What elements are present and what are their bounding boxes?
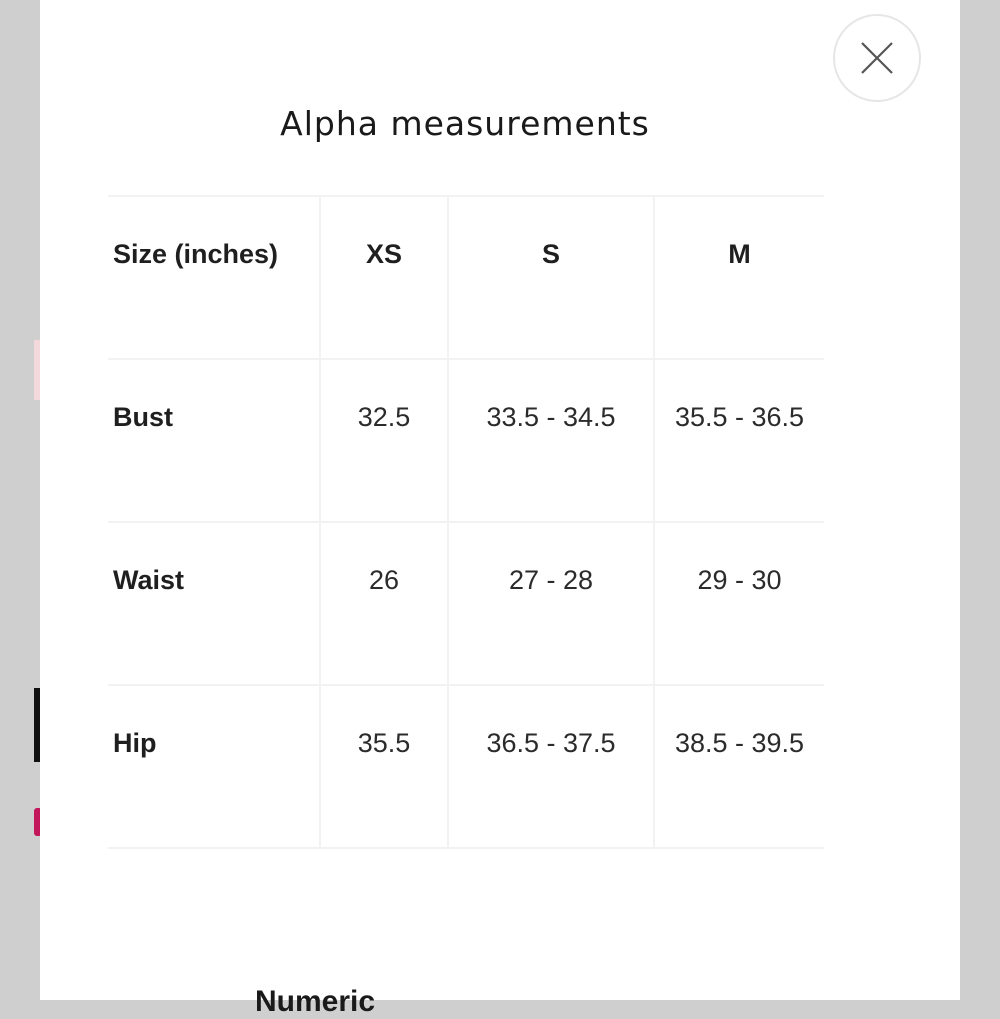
close-icon [860,41,894,75]
close-button[interactable] [833,14,921,102]
size-table [108,195,824,849]
row-label: Waist [108,522,320,685]
size-guide-modal [40,0,960,1018]
table-header-cell: XS [320,196,448,359]
table-header-row [108,196,824,359]
table-header-cell: S [448,196,654,359]
table-cell: 33.5 - 34.5 [448,359,654,522]
modal-title: Alpha measurements [280,104,650,143]
row-label: Bust [108,359,320,522]
table-cell: 32.5 [320,359,448,522]
table-cell: 35.5 [320,685,448,848]
table-header-cell: Size (inches) [108,196,320,359]
table-row [108,359,824,522]
row-label: Hip [108,685,320,848]
table-row [108,685,824,848]
next-section-heading: Numeric [255,985,376,1018]
table-cell: 27 - 28 [448,522,654,685]
table-cell: 29 - 30 [654,522,824,685]
table-cell: 36.5 - 37.5 [448,685,654,848]
table-cell: 35.5 - 36.5 [654,359,824,522]
table-row [108,522,824,685]
table-cell: 38.5 - 39.5 [654,685,824,848]
table-cell: 26 [320,522,448,685]
table-header-cell: M [654,196,824,359]
